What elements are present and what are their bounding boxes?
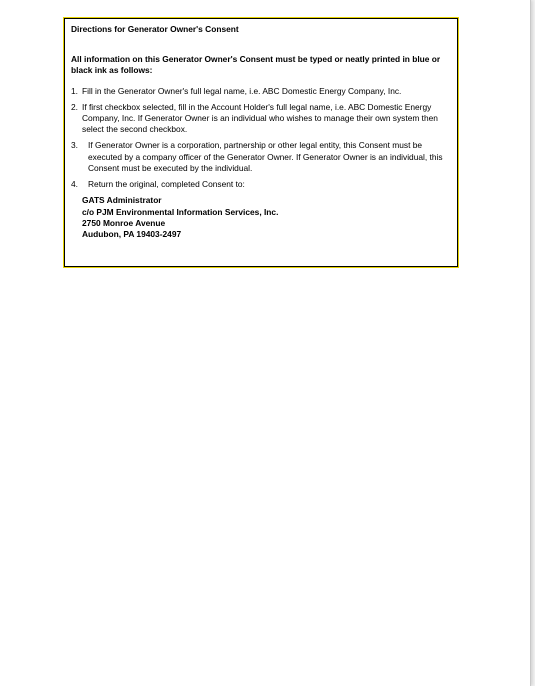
mailing-address: [82, 195, 451, 241]
directions-intro: All information on this Generator Owner's Consent must be typed or neatly printed in blue or black ink as follows:: [71, 54, 441, 76]
item-text: If Generator Owner is a corporation, partnership or other legal entity, this Consent must be executed by a company officer of the Generator Owner. If Generator Owner is an individual, this Consent must be executed by the individual.: [88, 140, 443, 173]
list-item: [71, 86, 451, 97]
item-number: 4.: [71, 179, 78, 190]
address-line: c/o PJM Environmental Information Services, Inc.: [82, 206, 279, 217]
list-item: [71, 140, 451, 174]
item-number: 3.: [71, 140, 78, 151]
item-number: 1.: [71, 85, 78, 96]
item-text: Fill in the Generator Owner's full legal name, i.e. ABC Domestic Energy Company, Inc.: [82, 85, 402, 96]
item-text: Return the original, completed Consent to:: [88, 179, 245, 190]
item-text: If first checkbox selected, fill in the Account Holder's full legal name, i.e. ABC Domestic Energy Company, Inc. If Generator Owner is an individual who wishes to manage their own system then select the second checkbox.: [82, 101, 438, 135]
directions-box: [63, 17, 459, 268]
directions-title: Directions for Generator Owner's Consent: [71, 24, 239, 34]
directions-content: [71, 24, 451, 241]
address-line: 2750 Monroe Avenue: [82, 218, 166, 229]
address-line: GATS Administrator: [82, 195, 162, 206]
list-item: [71, 102, 451, 136]
directions-list: [71, 86, 451, 191]
address-line: Audubon, PA 19403-2497: [82, 229, 182, 240]
list-item: [71, 179, 451, 190]
item-number: 2.: [71, 101, 78, 112]
